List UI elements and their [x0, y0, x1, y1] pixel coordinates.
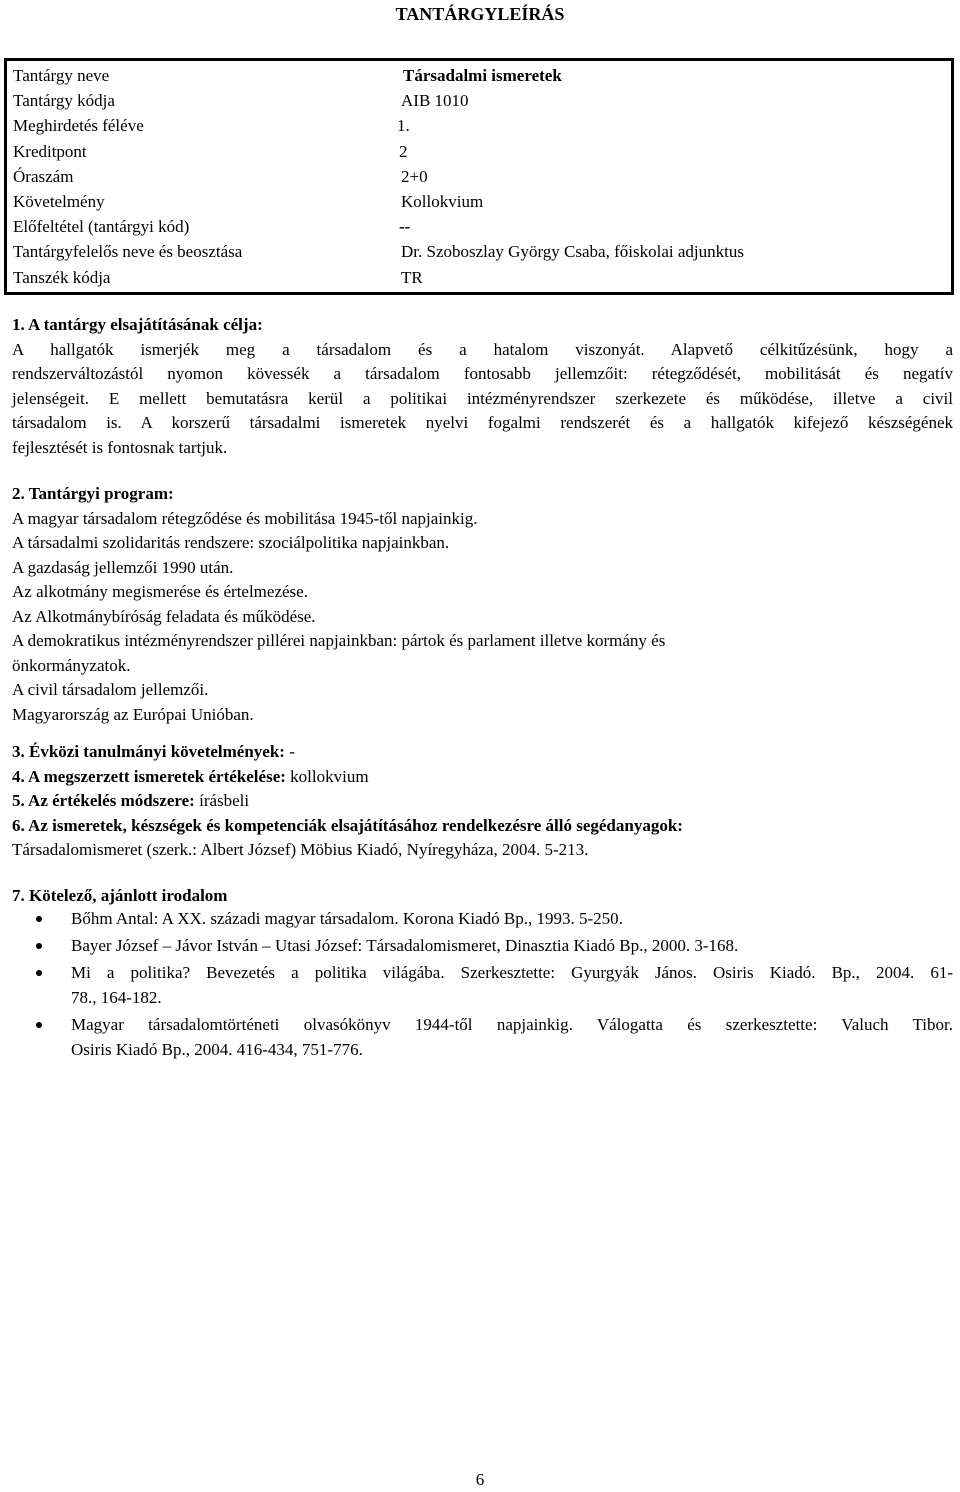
reference-line: Osiris Kiadó Bp., 2004. 416-434, 751-776. — [71, 1040, 363, 1059]
section-goal — [12, 313, 953, 460]
info-label: Tantárgyfelelős neve és beosztása — [13, 242, 243, 262]
literature-list — [12, 906, 953, 1062]
info-value: -- — [399, 217, 411, 237]
section-heading: 4. A megszerzett ismeretek értékelése: — [12, 766, 286, 786]
section-literature-heading — [12, 884, 953, 909]
info-row-responsible — [13, 239, 951, 264]
reference-line: Bayer József – Jávor István – Utasi József: Társadalomismeret, Dinasztia Kiadó Bp., 2000. 3-168. — [71, 936, 739, 955]
section-value: - — [284, 742, 295, 761]
info-row-credits — [13, 139, 951, 164]
reference-line: 78., 164-182. — [71, 988, 162, 1007]
info-label: Tantárgy kódja — [13, 91, 115, 111]
section-value: írásbeli — [194, 791, 250, 810]
section-requirements — [12, 740, 953, 863]
list-item — [12, 933, 953, 958]
info-row-hours — [13, 164, 951, 189]
section-value: kollokvium — [285, 766, 369, 786]
paragraph-line: fejlesztését is fontosnak tartjuk. — [12, 437, 228, 457]
info-value: 2+0 — [401, 166, 428, 186]
info-label: Kreditpont — [13, 141, 87, 161]
list-item — [12, 960, 953, 1010]
program-line: A magyar társadalom rétegződése és mobilitása 1945-től napjainkig. — [12, 508, 478, 528]
bullet-icon — [36, 943, 42, 949]
program-line: önkormányzatok. — [12, 655, 131, 675]
page-number: 6 — [475, 1470, 485, 1489]
info-label: Tanszék kódja — [13, 267, 111, 287]
info-label: Óraszám — [13, 166, 74, 186]
list-item — [12, 1012, 953, 1062]
info-value: 2 — [399, 141, 408, 161]
section-heading: 6. Az ismeretek, készségek és kompetenciák elsajátításához rendelkezésre álló segédanyagok: — [12, 815, 683, 835]
info-row-semester — [13, 113, 951, 138]
program-line: A civil társadalom jellemzői. — [12, 680, 209, 699]
program-line: Az alkotmány megismerése és értelmezése. — [12, 582, 308, 601]
reference-line: Magyar társadalomtörténeti olvasókönyv 1944-től napjainkig. Válogatta és szerkesztette: Valuch Tibor. — [71, 1015, 953, 1034]
section-heading: 1. A tantárgy elsajátításának célja: — [12, 315, 263, 334]
info-value: Kollokvium — [401, 191, 484, 211]
section-heading: 7. Kötelező, ajánlott irodalom — [12, 886, 228, 905]
program-line: A gazdaság jellemzői 1990 után. — [12, 557, 234, 577]
info-label: Meghirdetés féléve — [13, 116, 144, 136]
info-label: Tantárgy neve — [13, 66, 110, 85]
section-heading: 3. Évközi tanulmányi követelmények: — [12, 742, 285, 761]
info-row-department — [13, 265, 951, 290]
info-label: Előfeltétel (tantárgyi kód) — [13, 217, 190, 237]
info-value: TR — [401, 267, 423, 287]
page-title: TANTÁRGYLEÍRÁS — [395, 4, 565, 24]
section-heading: 2. Tantárgyi program: — [12, 484, 174, 503]
bullet-icon — [36, 916, 42, 922]
info-row-course-name — [13, 63, 951, 88]
info-value: 1. — [397, 116, 410, 136]
info-value: Dr. Szoboszlay György Csaba, főiskolai adjunktus — [401, 242, 744, 262]
paragraph-line: A hallgatók ismerjék meg a társadalom és a hatalom viszonyát. Alapvető célkitűzésünk, hogy a — [12, 339, 953, 359]
info-row-requirement — [13, 189, 951, 214]
program-line: A demokratikus intézményrendszer pillérei napjainkban: pártok és parlament illetve kormány és — [12, 631, 666, 650]
paragraph-line: rendszerváltozástól nyomon kövessék a társadalom fontosabb jellemzőit: rétegződését, mobilitását és negatív — [12, 364, 953, 383]
reference-line: Bőhm Antal: A XX. századi magyar társadalom. Korona Kiadó Bp., 1993. 5-250. — [71, 909, 623, 928]
section-value: Társadalomismeret (szerk.: Albert József) Möbius Kiadó, Nyíregyháza, 2004. 5-213. — [12, 840, 589, 859]
info-row-course-code — [13, 88, 951, 113]
info-row-prerequisite — [13, 214, 951, 239]
bullet-icon — [36, 970, 42, 976]
program-line: A társadalmi szolidaritás rendszere: szociálpolitika napjainkban. — [12, 533, 450, 552]
bullet-icon — [36, 1022, 42, 1028]
section-program — [12, 482, 953, 727]
reference-line: Mi a politika? Bevezetés a politika világába. Szerkesztette: Gyurgyák János. Osiris Kiadó. Bp., 2004. 61- — [71, 963, 953, 982]
info-label: Követelmény — [13, 191, 105, 211]
section-heading: 5. Az értékelés módszere: — [12, 791, 195, 810]
paragraph-line: társadalom is. A korszerű társadalmi ismeretek nyelvi fogalmi rendszerét és a hallgatók kifejező készségének — [12, 413, 953, 432]
program-line: Magyarország az Európai Unióban. — [12, 704, 254, 724]
course-info-table — [4, 58, 954, 295]
paragraph-line: jelenségeit. E mellett bemutatásra kerül a politikai intézményrendszer szerkezete és működése, illetve a civil — [12, 388, 953, 408]
info-value: AIB 1010 — [401, 91, 469, 111]
list-item — [12, 906, 953, 931]
info-value: Társadalmi ismeretek — [403, 66, 562, 85]
program-line: Az Alkotmánybíróság feladata és működése. — [12, 606, 316, 626]
